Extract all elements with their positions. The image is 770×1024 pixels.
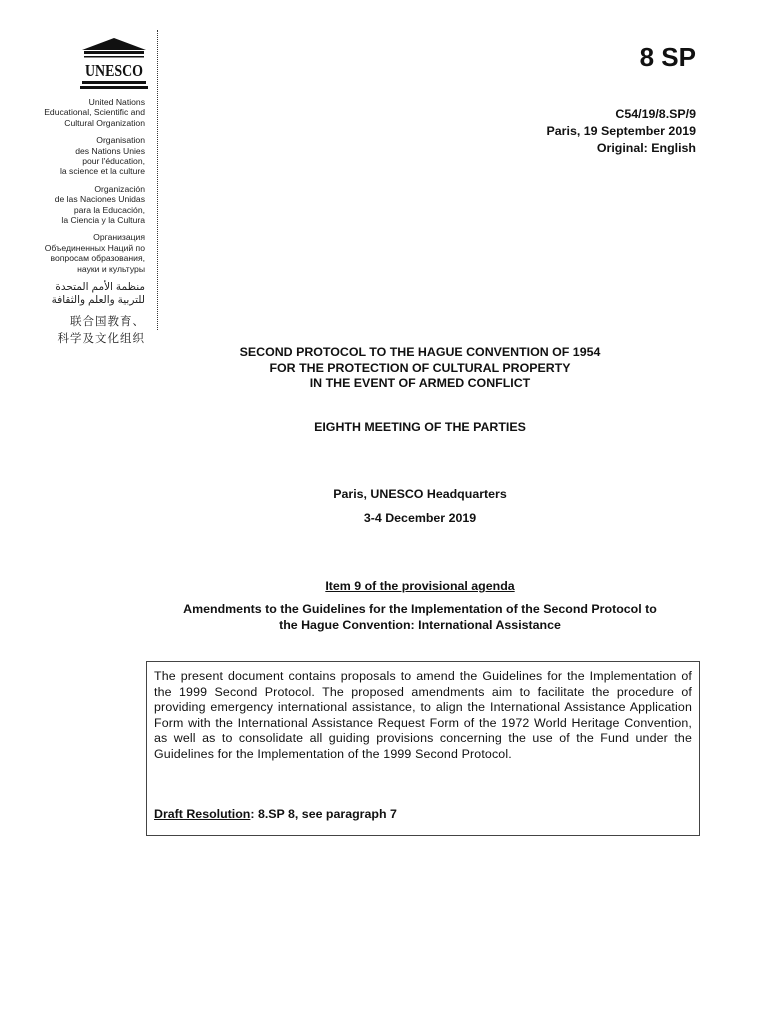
unesco-logo bbox=[80, 36, 148, 92]
original-language: Original: English bbox=[596, 141, 696, 155]
logo-lettering: UNESCO bbox=[85, 61, 143, 80]
draft-resolution-value: : 8.SP 8, see paragraph 7 bbox=[250, 807, 397, 821]
draft-resolution-label: Draft Resolution bbox=[154, 807, 251, 821]
summary-box bbox=[146, 661, 700, 836]
agenda-item: Item 9 of the provisional agenda bbox=[325, 579, 515, 593]
org-name-en: United Nations Educational, Scientific and Cultural Organization bbox=[44, 97, 145, 128]
draft-resolution bbox=[154, 807, 397, 821]
document-subject: Amendments to the Guidelines for the Implementation of the Second Protocol to the Hague Convention: International Assistance bbox=[183, 602, 657, 632]
document-reference bbox=[547, 106, 696, 157]
summary-text: The present document contains proposals to amend the Guidelines for the Implementation of the 1999 Second Protocol. The proposed amendments aim to facilitate the procedure of providing emergency international assistance, to align the International Assistance Application Form with the International Assistance Request Form of the 1972 World Heritage Convention, as well as to consolidate all guiding provisions concerning the use of the Fund under the Guidelines for the Implementation of the 1999 Second Protocol. bbox=[154, 669, 692, 761]
org-name-zh: 联合国教育、 科学及文化组织 bbox=[57, 316, 145, 346]
org-name-ru: Организация Объединенных Наций по вопросам образования, науки и культуры bbox=[44, 232, 145, 274]
protocol-title: SECOND PROTOCOL TO THE HAGUE CONVENTION OF 1954 FOR THE PROTECTION OF CULTURAL PROPERTY IN THE EVENT OF ARMED CONFLICT bbox=[239, 345, 601, 390]
org-name-es: Organización de las Naciones Unidas para la Educación, la Ciencia y la Cultura bbox=[54, 183, 145, 226]
org-name-ar: منظمة الأمم المتحدة للتربية والعلم والثقافة bbox=[51, 281, 145, 307]
meeting-dates: 3-4 December 2019 bbox=[363, 511, 477, 525]
organization-names bbox=[20, 97, 145, 355]
place-date: Paris, 19 September 2019 bbox=[546, 124, 696, 138]
venue: Paris, UNESCO Headquarters bbox=[333, 487, 507, 501]
meeting-title: EIGHTH MEETING OF THE PARTIES bbox=[314, 420, 526, 434]
header-divider bbox=[157, 30, 158, 330]
document-code: 8 SP bbox=[639, 42, 696, 72]
reference-number: C54/19/8.SP/9 bbox=[615, 107, 696, 121]
org-name-fr: Organisation des Nations Unies pour l'éducation, la science et la culture bbox=[59, 135, 145, 177]
